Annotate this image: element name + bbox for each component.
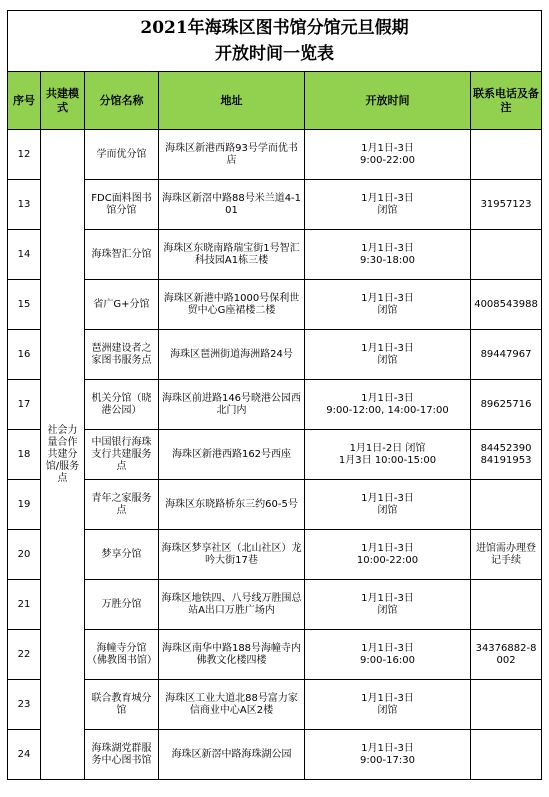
contact-info: 89447967	[471, 330, 542, 380]
header-row	[8, 72, 542, 130]
row-number: 21	[8, 580, 41, 630]
branch-address: 海珠区新港西路162号西座	[159, 430, 305, 480]
branch-name: 联合教育城分馆	[85, 680, 159, 730]
branch-name: 机关分馆（晓港公园）	[85, 380, 159, 430]
branch-name: 中国银行海珠支行共建服务点	[85, 430, 159, 480]
table-row	[8, 180, 542, 230]
row-number: 13	[8, 180, 41, 230]
contact-info: 4008543988	[471, 280, 542, 330]
row-number: 24	[8, 730, 41, 780]
contact-info	[471, 680, 542, 730]
opening-hours: 1月1日-3日 闭馆	[305, 330, 471, 380]
opening-hours: 1月1日-3日 9:00-12:00, 14:00-17:00	[305, 380, 471, 430]
header-hours: 开放时间	[305, 72, 471, 130]
branch-name: 海珠湖党群服务中心图书馆	[85, 730, 159, 780]
header-contact: 联系电话及备注	[471, 72, 542, 130]
page-title	[8, 11, 542, 72]
branch-address: 海珠区新滘中路88号米兰道4-101	[159, 180, 305, 230]
branch-address: 海珠区地铁四、八号线万胜围总站A出口万胜广场内	[159, 580, 305, 630]
header-name: 分馆名称	[85, 72, 159, 130]
title-line-2: 开放时间一览表	[215, 44, 335, 64]
cooperation-mode: 社会力量合作共建分馆/服务点	[41, 130, 85, 780]
table-row	[8, 480, 542, 530]
contact-info	[471, 130, 542, 180]
opening-hours: 1月1日-3日 闭馆	[305, 580, 471, 630]
branch-address: 海珠区新港西路93号学而优书店	[159, 130, 305, 180]
branch-name: 学而优分馆	[85, 130, 159, 180]
branch-address: 海珠区梦享社区（北山社区）龙吟大街17巷	[159, 530, 305, 580]
table-row	[8, 630, 542, 680]
table-row	[8, 530, 542, 580]
opening-hours: 1月1日-3日 闭馆	[305, 680, 471, 730]
contact-info: 进馆需办理登记手续	[471, 530, 542, 580]
opening-hours: 1月1日-3日 9:00-16:00	[305, 630, 471, 680]
branch-address: 海珠区东晓南路瑞宝街1号智汇科技园A1栋三楼	[159, 230, 305, 280]
contact-info: 89625716	[471, 380, 542, 430]
contact-info	[471, 230, 542, 280]
opening-hours: 1月1日-3日 10:00-22:00	[305, 530, 471, 580]
table-row	[8, 130, 542, 180]
header-no: 序号	[8, 72, 41, 130]
branch-address: 海珠区东晓路桥东三约60-5号	[159, 480, 305, 530]
row-number: 14	[8, 230, 41, 280]
opening-hours: 1月1日-3日 9:00-22:00	[305, 130, 471, 180]
branch-address: 海珠区琶洲街道海洲路24号	[159, 330, 305, 380]
contact-info	[471, 730, 542, 780]
table-row	[8, 580, 542, 630]
branch-address: 海珠区新港中路1000号保利世贸中心G座裙楼二楼	[159, 280, 305, 330]
contact-info	[471, 480, 542, 530]
opening-hours: 1月1日-3日 闭馆	[305, 480, 471, 530]
branch-name: FDC面料图书馆分馆	[85, 180, 159, 230]
row-number: 20	[8, 530, 41, 580]
row-number: 17	[8, 380, 41, 430]
branch-address: 海珠区新滘中路海珠湖公园	[159, 730, 305, 780]
opening-hours: 1月1日-2日 闭馆 1月3日 10:00-15:00	[305, 430, 471, 480]
opening-hours: 1月1日-3日 闭馆	[305, 280, 471, 330]
table-row	[8, 280, 542, 330]
branch-name: 万胜分馆	[85, 580, 159, 630]
header-mode: 共建模式	[41, 72, 85, 130]
opening-hours: 1月1日-3日 闭馆	[305, 180, 471, 230]
table-row	[8, 380, 542, 430]
contact-info: 34376882-8002	[471, 630, 542, 680]
contact-info: 84452390 84191953	[471, 430, 542, 480]
branch-name: 梦享分馆	[85, 530, 159, 580]
row-number: 18	[8, 430, 41, 480]
opening-hours: 1月1日-3日 9:00-17:30	[305, 730, 471, 780]
title-line-1: 2021年海珠区图书馆分馆元旦假期	[140, 18, 409, 38]
table-body	[8, 130, 542, 780]
row-number: 23	[8, 680, 41, 730]
branch-name: 海幢寺分馆（佛教图书馆）	[85, 630, 159, 680]
branch-name: 青年之家服务点	[85, 480, 159, 530]
table-row	[8, 730, 542, 780]
branch-name: 省广G+分馆	[85, 280, 159, 330]
row-number: 15	[8, 280, 41, 330]
branch-name: 琶洲建设者之家图书服务点	[85, 330, 159, 380]
branch-address: 海珠区南华中路188号海幢寺内佛教文化楼四楼	[159, 630, 305, 680]
contact-info: 31957123	[471, 180, 542, 230]
branch-address: 海珠区前进路146号晓港公园西北门内	[159, 380, 305, 430]
title-row	[8, 11, 542, 72]
table-row	[8, 680, 542, 730]
branch-name: 海珠智汇分馆	[85, 230, 159, 280]
row-number: 16	[8, 330, 41, 380]
row-number: 12	[8, 130, 41, 180]
row-number: 22	[8, 630, 41, 680]
branch-address: 海珠区工业大道北88号富力家信商业中心A区2楼	[159, 680, 305, 730]
schedule-table	[7, 10, 542, 780]
table-row	[8, 330, 542, 380]
row-number: 19	[8, 480, 41, 530]
table-row	[8, 230, 542, 280]
table-row	[8, 430, 542, 480]
header-address: 地址	[159, 72, 305, 130]
opening-hours: 1月1日-3日 9:30-18:00	[305, 230, 471, 280]
contact-info	[471, 580, 542, 630]
